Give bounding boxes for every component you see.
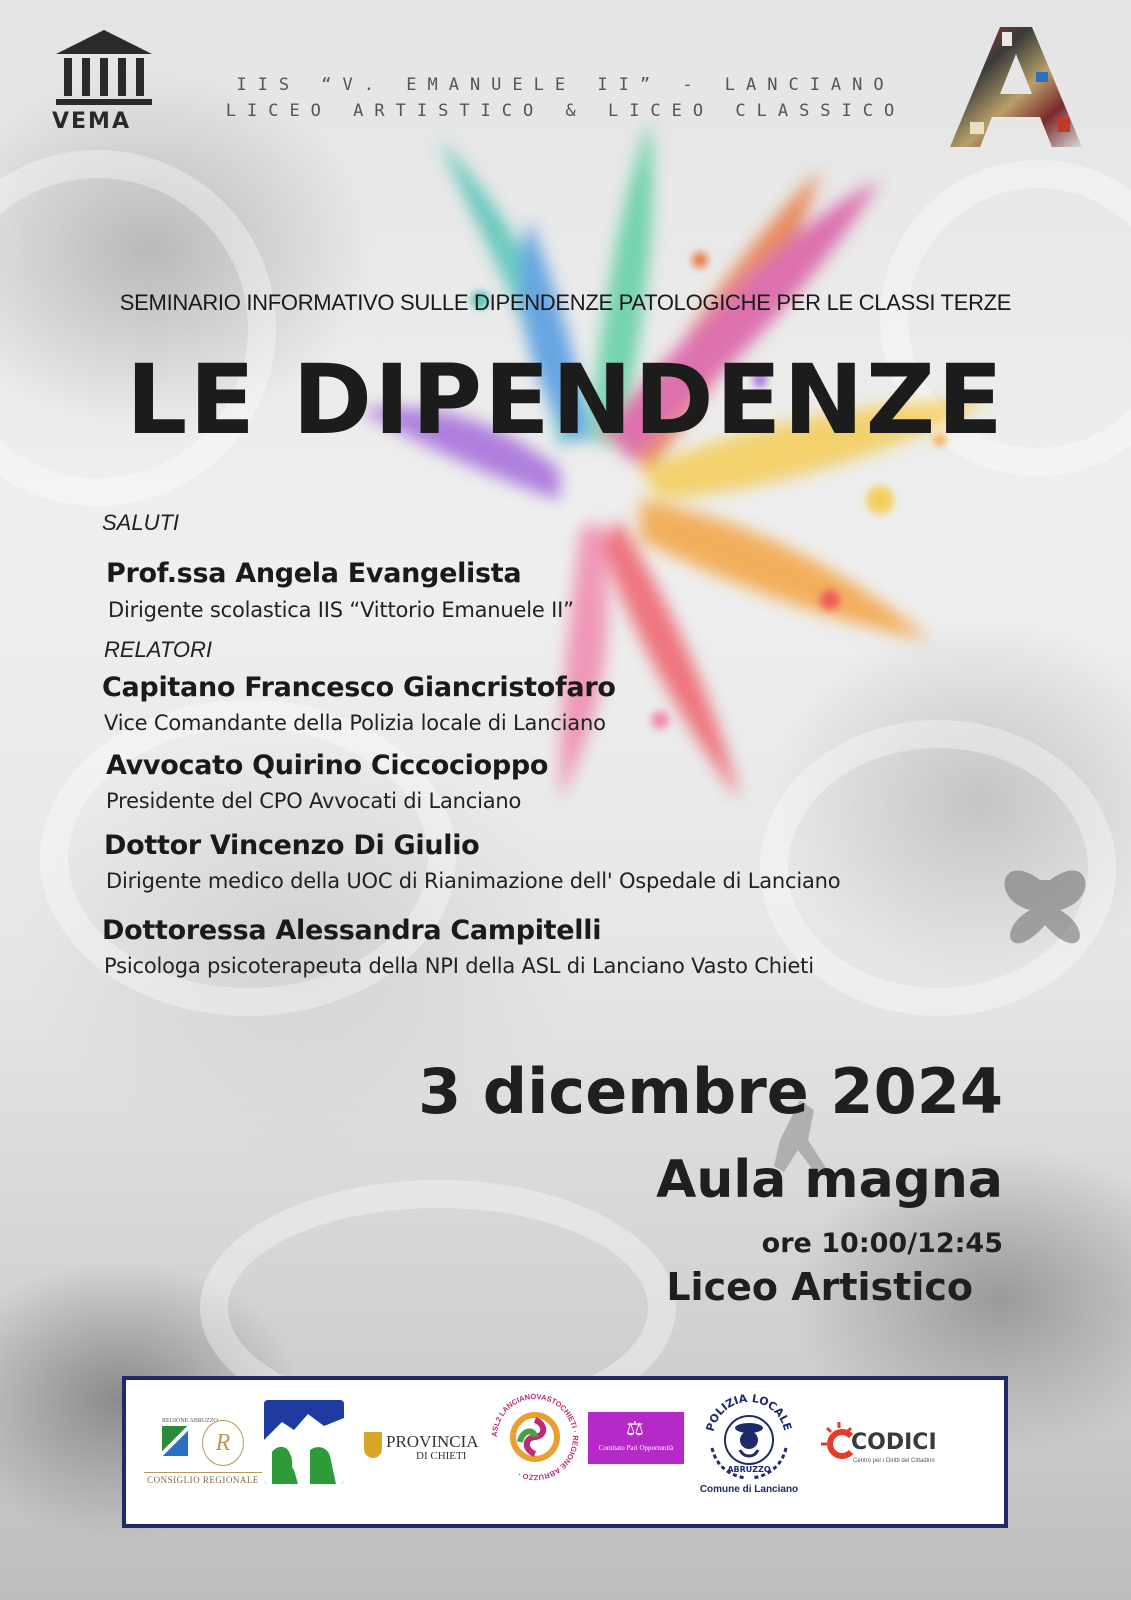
speakers-label: RELATORI xyxy=(104,637,212,662)
letter-a-collage-icon xyxy=(940,22,1090,152)
codici-logo xyxy=(821,1416,971,1476)
abruzzo-emblem-icon xyxy=(162,1426,188,1456)
speaker-3-role: Dirigente medico della UOC di Rianimazione dell' Ospedale di Lanciano xyxy=(106,869,841,893)
seminar-subtitle: SEMINARIO INFORMATIVO SULLE DIPENDENZE PATOLOGICHE PER LE CLASSI TERZE xyxy=(119,290,1012,315)
greetings-role: Dirigente scolastica IIS “Vittorio Emanuele II” xyxy=(108,598,574,622)
speaker-4-role: Psicologa psicoterapeuta della NPI della ASL di Lanciano Vasto Chieti xyxy=(104,954,814,978)
event-date: 3 dicembre 2024 xyxy=(418,1055,1003,1128)
event-venue: Aula magna xyxy=(656,1150,1003,1210)
school-branches: LICEO ARTISTICO & LICEO CLASSICO xyxy=(225,101,906,121)
event-place: Liceo Artistico xyxy=(666,1265,973,1309)
polizia-badge-icon xyxy=(694,1388,804,1484)
scales-of-justice-icon: ⚖ xyxy=(626,1416,644,1440)
liceo-artistico-logo xyxy=(940,22,1090,152)
polizia-ring-text: POLIZIA LOCALE xyxy=(703,1391,795,1433)
speaker-2-role: Presidente del CPO Avvocati di Lanciano xyxy=(106,789,522,813)
speaker-2-name: Avvocato Quirino Ciccocioppo xyxy=(106,750,549,781)
speaker-3-name: Dottor Vincenzo Di Giulio xyxy=(104,830,480,861)
school-name: IIS “V. EMANUELE II” - LANCIANO xyxy=(236,75,895,95)
cr-monogram-icon: R xyxy=(202,1420,244,1466)
comitato-pari-opportunita-logo xyxy=(588,1412,684,1464)
region-name: REGIONE ABRUZZO xyxy=(162,1418,218,1424)
speaker-1-role: Vice Comandante della Polizia locale di Lanciano xyxy=(104,711,606,735)
asl-lanciano-vasto-chieti-logo xyxy=(488,1390,582,1484)
speaker-1-name: Capitano Francesco Giancristofaro xyxy=(102,672,616,703)
asl-ring-text: ASL2 LANCIANOVASTOCHIETI · REGIONE ABRUZZO · xyxy=(489,1391,581,1483)
asl-triskelion-icon xyxy=(488,1390,582,1484)
event-time: ore 10:00/12:45 xyxy=(761,1228,1003,1259)
provincia-shield-icon xyxy=(364,1432,382,1458)
polizia-region-text: ABRUZZO xyxy=(727,1465,771,1474)
greetings-name: Prof.ssa Angela Evangelista xyxy=(106,558,522,589)
cpo-label: Comitato Pari Opportunità xyxy=(598,1444,674,1452)
mountain-face-icon xyxy=(264,1400,344,1484)
codici-tagline: Centro per i Diritti del Cittadino xyxy=(853,1458,935,1464)
speaker-4-name: Dottoressa Alessandra Campitelli xyxy=(102,915,602,946)
poster-title: LE DIPENDENZE xyxy=(126,344,1005,456)
consiglio-regionale-label: CONSIGLIO REGIONALE xyxy=(144,1472,262,1485)
greetings-label: SALUTI xyxy=(102,510,180,535)
polizia-locale-logo xyxy=(694,1388,804,1508)
consiglio-regionale-logo xyxy=(144,1412,262,1492)
codici-name: CODICI xyxy=(851,1430,937,1455)
temple-icon xyxy=(56,30,152,54)
comune-lanciano-label: Comune di Lanciano xyxy=(699,1484,799,1495)
provincia-label: PROVINCIA xyxy=(386,1432,479,1451)
provincia-sublabel: DI CHIETI xyxy=(416,1450,467,1462)
sponsor-logo-bar xyxy=(122,1376,1008,1528)
mountain-profile-logo xyxy=(264,1400,344,1484)
provincia-chieti-logo xyxy=(364,1428,479,1474)
vema-logo-text: VEMA xyxy=(52,109,131,134)
